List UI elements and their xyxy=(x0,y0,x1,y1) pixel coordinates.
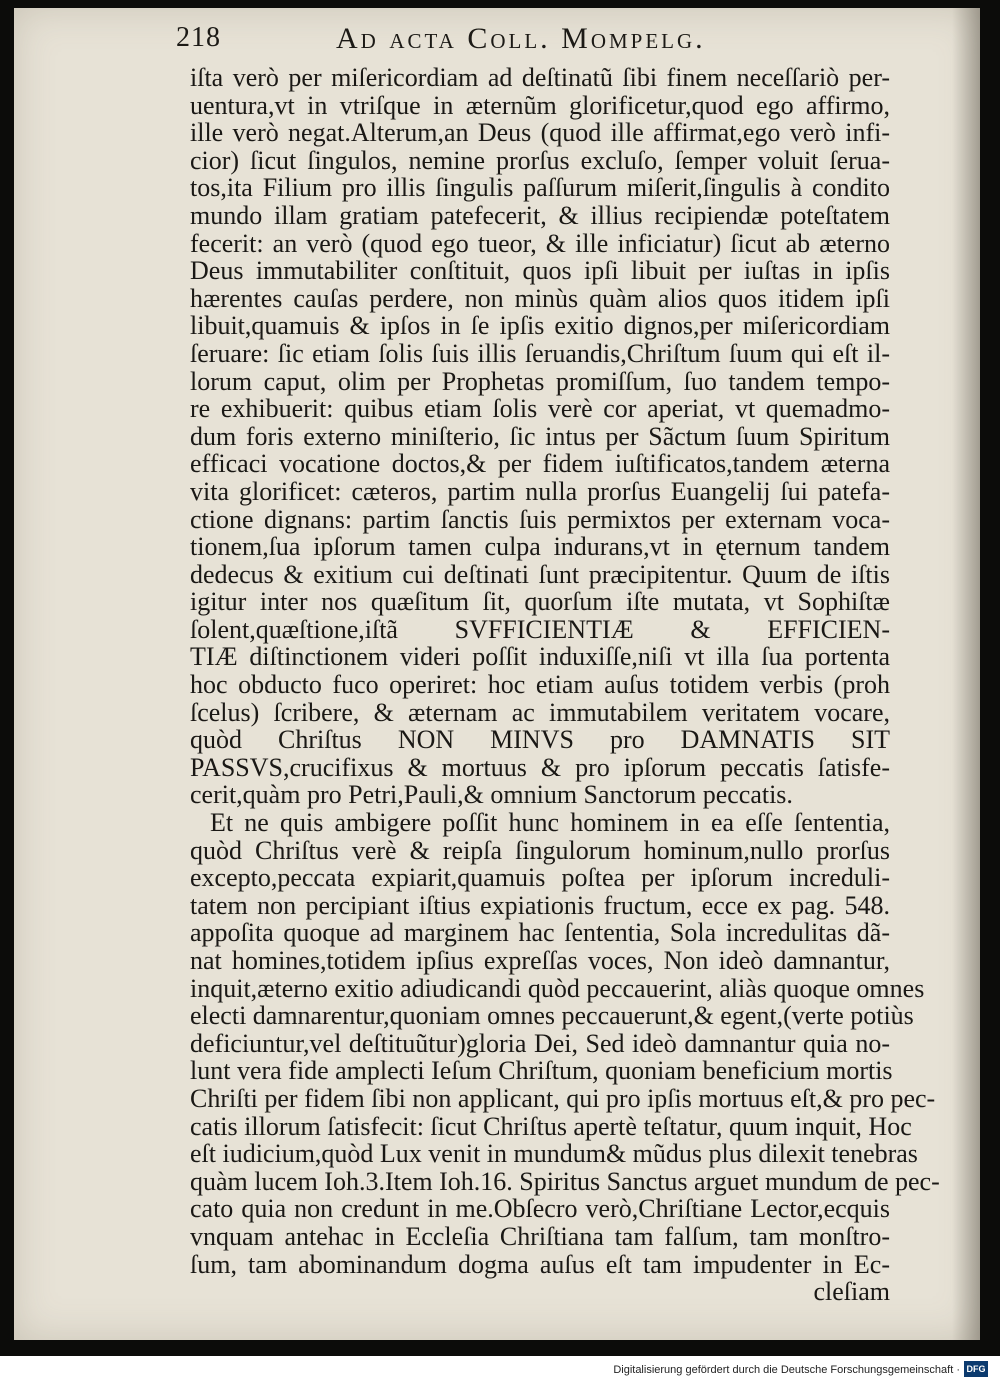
page-number: 218 xyxy=(176,22,221,53)
text-line: Et ne quis ambigere poſſit hunc hominem in ea eſſe ſententia, xyxy=(210,808,890,838)
text-line: PASSVS,crucifixus & mortuus & pro ipſorum peccatis ſatisfe- xyxy=(190,752,890,782)
text-line: iſta verò per miſericordiam ad deſtinatũ ſibi finem neceſſariò per- xyxy=(190,63,890,92)
text-line: quòd Chriſtus verè & reipſa ſingulorum hominum,nullo prorſus xyxy=(190,835,890,865)
text-line: eſt iudicium,quòd Lux venit in mundum& mũdus plus dilexit tenebras xyxy=(190,1139,918,1169)
page-header xyxy=(176,22,796,62)
text-line: electi damnarentur,quoniam omnes peccauerunt,& egent,(verte potiùs xyxy=(190,1001,914,1031)
text-line: cato quia non credunt in me.Obſecro verò,Chriſtiane Lector,ecquis xyxy=(190,1194,890,1224)
text-line: vita glorificet: cæteros, partim nulla prorſus Euangelij ſui patefa- xyxy=(190,476,890,506)
gutter-shadow xyxy=(952,8,980,1340)
text-line: tos,ita Filium pro illis ſingulis paſſurum miſerit,ſingulis à condito xyxy=(190,173,890,203)
text-line: lorum caput, olim per Prophetas promiſſum, ſuo tandem tempo- xyxy=(190,366,890,396)
text-line: ſcelus) ſcribere, & æternam ac immutabilem veritatem vocare, xyxy=(190,697,890,727)
text-line: excepto,peccata expiarit,quamuis poſtea per ipſorum increduli- xyxy=(190,863,890,893)
text-line: dum foris externo miniſterio, ſic intus per Sãctum ſuum Spiritum xyxy=(190,421,890,451)
text-line: TIÆ diſtinctionem videri poſſit induxiſſe,niſi vt illa ſua portenta xyxy=(190,642,890,672)
text-line: ſolent,quæſtione,iſtã SVFFICIENTIÆ & EFFICIEN- xyxy=(190,614,890,644)
text-line: fecerit: an verò (quod ego tueor, & ille inficiatur) ſicut ab æterno xyxy=(190,228,890,258)
text-line: quàm lucem Ioh.3.Item Ioh.16. Spiritus Sanctus arguet mundum de pec- xyxy=(190,1166,940,1196)
text-line: quòd Chriſtus NON MINVS pro DAMNATIS SIT xyxy=(190,725,890,755)
text-line: appoſita quoque ad marginem hac ſententia, Sola incredulitas dã- xyxy=(190,918,890,948)
text-line: ſum, tam abominandum dogma auſus eſt tam impudenter in Ec- xyxy=(190,1249,890,1279)
running-head: Ad acta Coll. Mompelg. xyxy=(336,22,706,55)
text-line: mundo illam gratiam patefecerit, & illius recipiendæ poteſtatem xyxy=(190,200,890,230)
text-line: lunt vera fide amplecti Ieſum Chriſtum, quoniam beneficium mortis xyxy=(190,1056,893,1086)
text-line: libuit,quamuis & ipſos in ſe ipſis exitio dignos,per miſericordiam xyxy=(190,311,890,341)
text-line: cerit,quàm pro Petri,Pauli,& omnium Sanctorum peccatis. xyxy=(190,780,793,810)
text-line: inquit,æterno exitio adiudicandi quòd peccauerint, aliàs quoque omnes xyxy=(190,973,925,1003)
text-line: vnquam antehac in Eccleſia Chriſtiana tam falſum, tam monſtro- xyxy=(190,1221,890,1251)
text-line: deficiuntur,vel deſtituũtur)gloria Dei, Sed ideò damnantur quia no- xyxy=(190,1028,890,1058)
text-line: uentura,vt in vtriſque in æternũm glorificetur,quod ego affirmo, xyxy=(190,90,890,120)
text-line: Chriſti per fidem ſibi non applicant, qui pro ipſis mortuus eſt,& pro pec- xyxy=(190,1083,936,1113)
text-line: igitur inter nos quæſitum ſit, quorſum iſte mutata, vt Sophiſtæ xyxy=(190,587,890,617)
text-line: tatem non percipiant iſtius expiationis fructum, ecce ex pag. 548. xyxy=(190,890,890,920)
text-line: cior) ſicut ſingulos, nemine prorſus excluſo, ſemper voluit ſerua- xyxy=(190,145,890,175)
text-line: nat homines,totidem ipſius expreſſas voces, Non ideò damnantur, xyxy=(190,946,890,975)
dfg-logo: DFG xyxy=(964,1361,988,1377)
catchword: cleſiam xyxy=(813,1277,890,1307)
text-line: hærentes cauſas perdere, non minùs quàm alios quos itidem ipſi xyxy=(190,283,890,313)
text-line: ctione dignans: partim ſanctis ſuis permixtos per externam voca- xyxy=(190,504,890,534)
text-line: Deus immutabiliter conſtituit, quos ipſi libuit per iuſtas in ipſis xyxy=(190,256,890,286)
text-line: ſeruare: ſic etiam ſolis ſuis illis ſeruandis,Chriſtum ſuum qui eſt il- xyxy=(190,338,890,368)
text-line: re exhibuerit: quibus etiam ſolis verè cor aperiat, vt quemadmo- xyxy=(190,394,890,424)
text-line: ille verò negat.Alterum,an Deus (quod ille affirmat,ego verò infi- xyxy=(190,118,890,148)
footer xyxy=(0,1356,1000,1384)
text-line: tionem,ſua ipſorum tamen culpa indurans,vt in ęternum tandem xyxy=(190,532,890,562)
digitization-credit: Digitalisierung gefördert durch die Deutsche Forschungsgemeinschaft · xyxy=(613,1364,960,1376)
body-text xyxy=(190,63,940,1307)
text-line: hoc obducto fuco operiret: hoc etiam auſus totidem verbis (proh xyxy=(190,670,890,700)
text-line: dedecus & exitium cui deſtinati ſunt præcipitentur. Quum de iſtis xyxy=(190,559,890,589)
text-line: catis illorum ſatisfecit: ſicut Chriſtus apertè teſtatur, quum inquit, Hoc xyxy=(190,1111,912,1141)
text-line: efficaci vocatione doctos,& per fidem iuſtificatos,tandem æterna xyxy=(190,449,890,479)
